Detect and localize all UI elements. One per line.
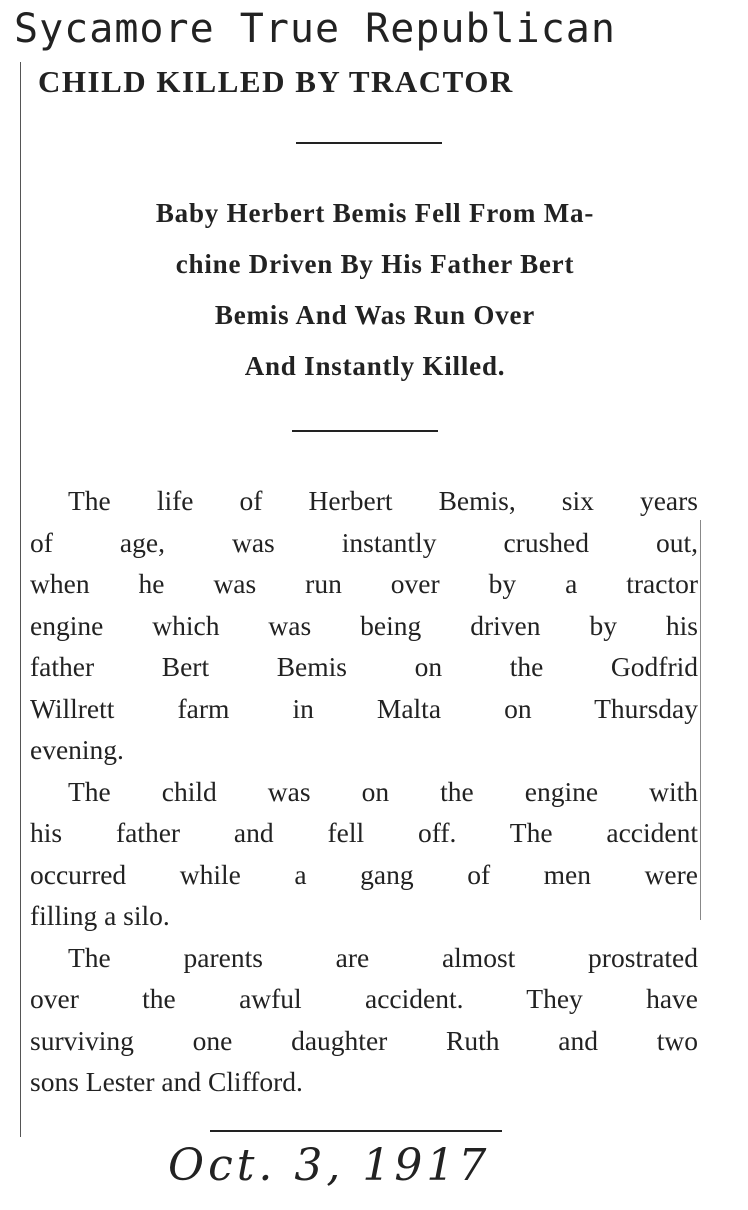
subhead-line: Bemis And Was Run Over [214, 300, 536, 330]
subhead-divider [292, 430, 438, 432]
newspaper-masthead: Sycamore True Republican [14, 6, 616, 52]
handwritten-date: Oct. 3, 1917 [168, 1140, 491, 1191]
article-headline: CHILD KILLED BY TRACTOR [38, 64, 514, 99]
column-rule-left [20, 62, 21, 1137]
body-line: The child was on the engine with [68, 775, 698, 807]
article-subheadline [30, 188, 720, 392]
body-line: filling a silo. [30, 900, 170, 931]
body-line: father Bert Bemis on the Godfrid [30, 651, 698, 682]
body-line: occurred while a gang of men were [30, 858, 698, 890]
body-line: engine which was being driven by his [30, 609, 698, 641]
body-line: evening. [30, 734, 124, 765]
body-line: The life of Herbert Bemis, six years [68, 485, 698, 516]
body-line: Willrett farm in Malta on Thursday [30, 692, 698, 724]
body-line: over the awful accident. They have [30, 983, 698, 1014]
subhead-line: Baby Herbert Bemis Fell From Ma- [155, 198, 595, 228]
body-line: his father and fell off. The accident [30, 817, 698, 848]
article-body [30, 480, 698, 1103]
body-line: sons Lester and Clifford. [30, 1066, 303, 1097]
subhead-line: And Instantly Killed. [244, 351, 506, 381]
body-line: when he was run over by a tractor [30, 568, 698, 599]
body-line: surviving one daughter Ruth and two [30, 1024, 698, 1056]
article-end-divider [210, 1130, 502, 1132]
column-rule-right [700, 520, 701, 920]
body-line: The parents are almost prostrated [68, 941, 698, 973]
body-line: of age, was instantly crushed out, [30, 526, 698, 558]
headline-divider [296, 142, 442, 144]
subhead-line: chine Driven By His Father Bert [175, 249, 575, 279]
